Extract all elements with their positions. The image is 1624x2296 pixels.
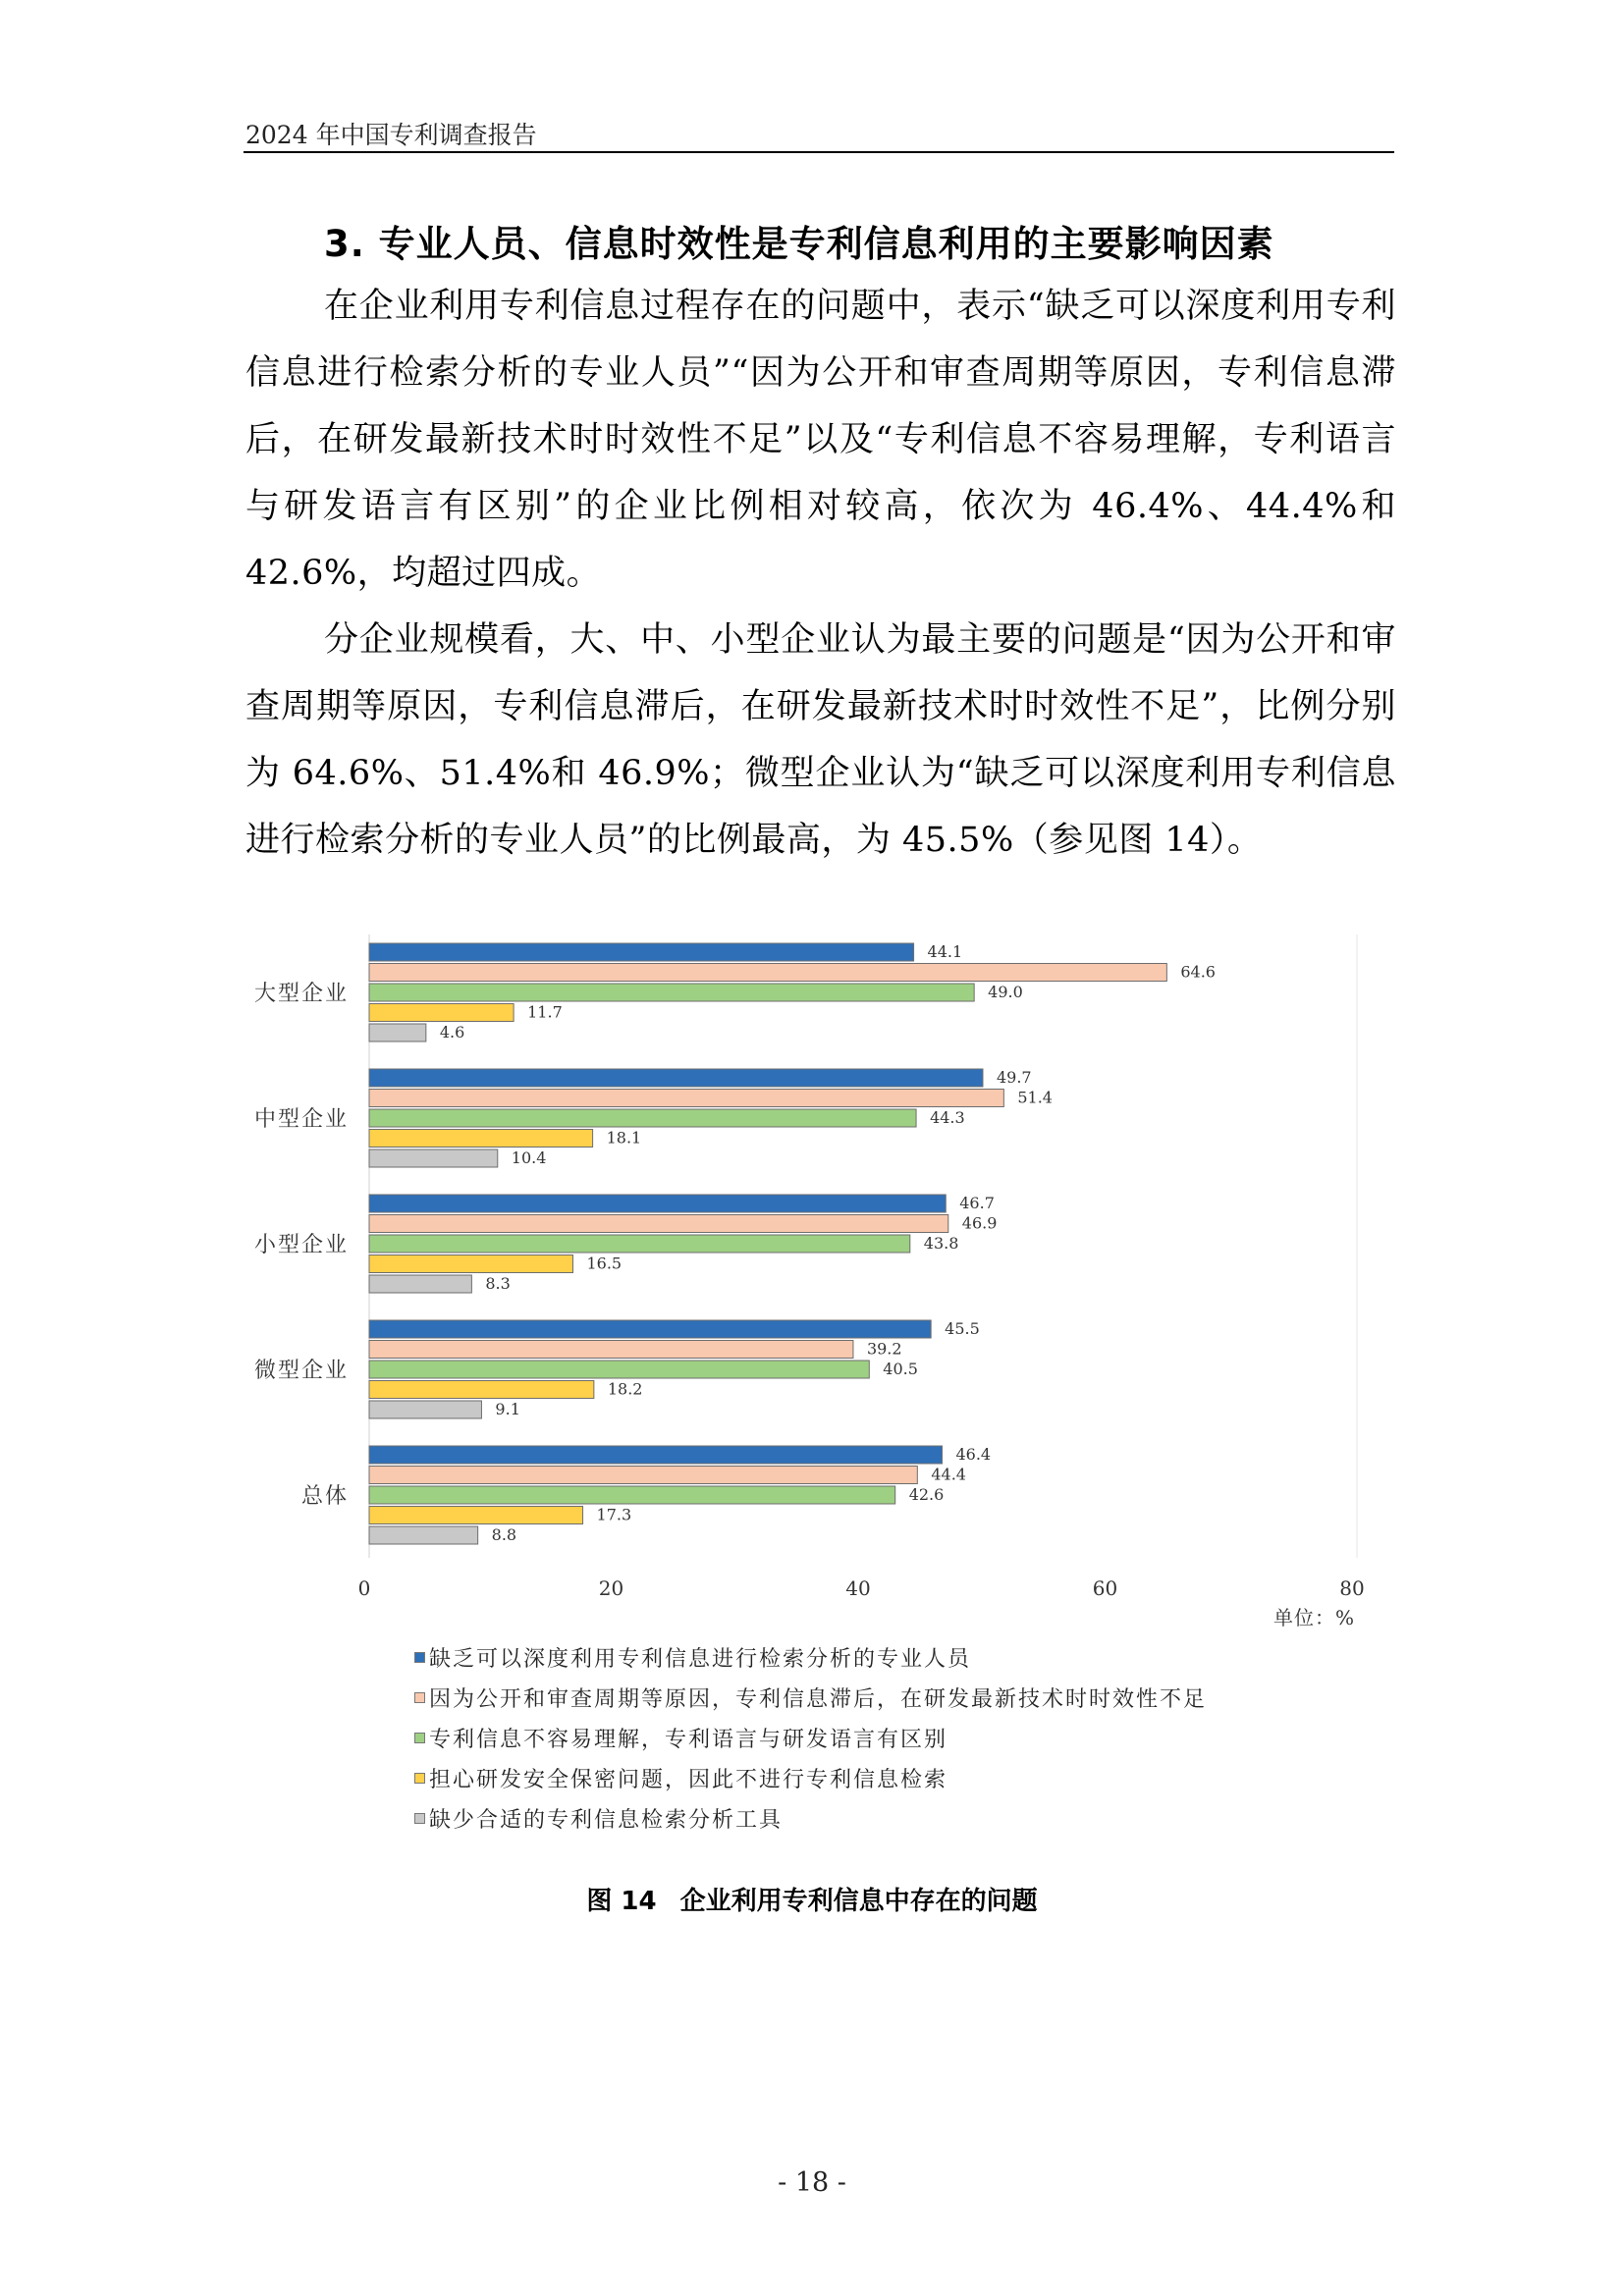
running-header: 2024 年中国专利调查报告 bbox=[245, 121, 537, 149]
legend-label: 缺乏可以深度利用专利信息进行检索分析的专业人员 bbox=[429, 1647, 972, 1672]
legend-label: 因为公开和审查周期等原因，专利信息滞后，在研发最新技术时时效性不足 bbox=[429, 1687, 1208, 1712]
data-label: 51.4 bbox=[1017, 1088, 1053, 1107]
legend-item bbox=[414, 1798, 1207, 1839]
bar bbox=[369, 1361, 869, 1378]
bar bbox=[369, 1341, 853, 1359]
category-label: 大型企业 bbox=[253, 982, 349, 1006]
bar bbox=[369, 1381, 594, 1399]
bar bbox=[369, 1215, 948, 1233]
bar bbox=[369, 1486, 895, 1504]
x-tick-label: 40 bbox=[845, 1576, 871, 1600]
data-label: 49.0 bbox=[988, 983, 1023, 1001]
page-number: - 18 - bbox=[778, 2167, 846, 2198]
bar bbox=[369, 1024, 426, 1041]
bar bbox=[369, 1275, 471, 1293]
legend-item bbox=[414, 1637, 1207, 1678]
bar bbox=[369, 984, 974, 1001]
x-tick-label: 60 bbox=[1092, 1576, 1118, 1600]
legend-label: 担心研发安全保密问题，因此不进行专利信息检索 bbox=[429, 1768, 948, 1792]
data-label: 8.3 bbox=[485, 1274, 511, 1293]
data-label: 42.6 bbox=[908, 1485, 945, 1504]
legend-label: 专利信息不容易理解，专利语言与研发语言有区别 bbox=[429, 1728, 948, 1752]
data-label: 44.4 bbox=[931, 1465, 966, 1484]
data-label: 17.3 bbox=[596, 1505, 632, 1524]
legend-swatch bbox=[414, 1813, 425, 1824]
bar bbox=[369, 1467, 917, 1484]
bar bbox=[369, 1149, 498, 1167]
bar bbox=[369, 1446, 942, 1464]
legend-label: 缺少合适的专利信息检索分析工具 bbox=[429, 1808, 784, 1833]
body-paragraph: 在企业利用专利信息过程存在的问题中，表示“缺乏可以深度利用专利信息进行检索分析的专业人员”“因为公开和审查周期等原因，专利信息滞后，在研发最新技术时时效性不足”以及“专利信息不容易理解，专利语言与研发语言有区别”的企业比例相对较高，依次为 46.4%、44.4%和 42.6%，均超过四成。 bbox=[245, 287, 1396, 593]
bar bbox=[369, 1526, 478, 1544]
data-label: 16.5 bbox=[586, 1254, 623, 1273]
category-label: 总体 bbox=[300, 1484, 349, 1509]
bar bbox=[369, 964, 1166, 982]
bar bbox=[369, 1090, 1003, 1107]
body-paragraph: 分企业规模看，大、中、小型企业认为最主要的问题是“因为公开和审查周期等原因，专利信息滞后，在研发最新技术时时效性不足”，比例分别为 64.6%、51.4%和 46.9%；微型企业认为“缺乏可以深度利用专利信息进行检索分析的专业人员”的比例最高，为 45.5%（参见图 14）。 bbox=[245, 620, 1396, 860]
legend-swatch bbox=[414, 1733, 425, 1743]
unit-label: 单位：% bbox=[1272, 1606, 1355, 1629]
bar bbox=[369, 1069, 983, 1087]
category-label: 小型企业 bbox=[253, 1233, 349, 1257]
data-label: 4.6 bbox=[439, 1023, 465, 1041]
data-label: 40.5 bbox=[883, 1360, 918, 1378]
data-label: 9.1 bbox=[495, 1400, 520, 1418]
legend-swatch bbox=[414, 1692, 425, 1703]
bar bbox=[369, 1401, 481, 1418]
data-label: 44.1 bbox=[927, 942, 963, 961]
bar bbox=[369, 1235, 910, 1253]
data-label: 18.1 bbox=[606, 1128, 642, 1148]
section-title: 3. 专业人员、信息时效性是专利信息利用的主要影响因素 bbox=[324, 223, 1274, 265]
bar bbox=[369, 1320, 931, 1338]
figure-caption bbox=[0, 1881, 1624, 1917]
data-label: 49.7 bbox=[996, 1068, 1032, 1087]
data-label: 8.8 bbox=[491, 1525, 517, 1544]
data-label: 64.6 bbox=[1180, 962, 1216, 982]
data-label: 18.2 bbox=[607, 1379, 643, 1399]
legend-item bbox=[414, 1718, 1207, 1758]
legend-item bbox=[414, 1758, 1207, 1798]
legend-swatch bbox=[414, 1652, 425, 1663]
bar bbox=[369, 1195, 946, 1212]
data-label: 46.7 bbox=[959, 1194, 995, 1212]
x-tick-label: 20 bbox=[598, 1576, 624, 1600]
chart-legend bbox=[414, 1637, 1207, 1839]
data-label: 43.8 bbox=[923, 1234, 959, 1253]
category-label: 中型企业 bbox=[253, 1107, 349, 1132]
data-label: 44.3 bbox=[930, 1108, 965, 1127]
data-label: 10.4 bbox=[511, 1148, 547, 1167]
bar bbox=[369, 1109, 916, 1127]
figure-number: 图 14 bbox=[586, 1887, 657, 1916]
data-label: 11.7 bbox=[527, 1002, 563, 1022]
bar bbox=[369, 1004, 514, 1022]
x-tick-label: 0 bbox=[357, 1576, 371, 1600]
data-label: 45.5 bbox=[945, 1319, 980, 1338]
x-tick-label: 80 bbox=[1339, 1576, 1365, 1600]
bar bbox=[369, 1130, 593, 1148]
legend-item bbox=[414, 1678, 1207, 1718]
bar bbox=[369, 1255, 572, 1273]
data-label: 39.2 bbox=[866, 1339, 902, 1359]
figure-title: 企业利用专利信息中存在的问题 bbox=[679, 1887, 1038, 1916]
data-label: 46.4 bbox=[955, 1445, 992, 1464]
data-label: 46.9 bbox=[961, 1213, 998, 1233]
bar bbox=[369, 943, 914, 961]
legend-swatch bbox=[414, 1773, 425, 1784]
category-label: 微型企业 bbox=[253, 1359, 349, 1383]
bar bbox=[369, 1507, 583, 1524]
